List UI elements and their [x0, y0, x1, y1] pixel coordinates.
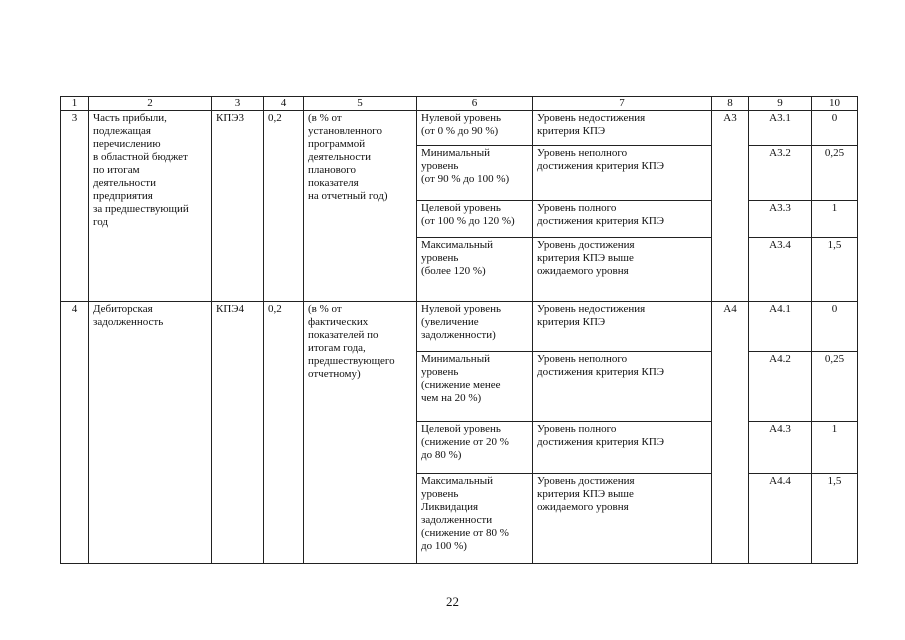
level-value: 1 — [812, 201, 858, 238]
level-description: Уровень достижения критерия КПЭ выше ожидаемого уровня — [533, 238, 712, 302]
level-description: Уровень недостижения критерия КПЭ — [533, 111, 712, 146]
level-code: А3.4 — [749, 238, 812, 302]
header-cell: 9 — [749, 97, 812, 111]
level-text: Максимальный уровень Ликвидация задолженности (снижение от 80 % до 100 %) — [417, 474, 533, 564]
level-text: Целевой уровень (снижение от 20 % до 80 %) — [417, 422, 533, 474]
level-description: Уровень достижения критерия КПЭ выше ожидаемого уровня — [533, 474, 712, 564]
kpe-name: Часть прибыли, подлежащая перечислению в областной бюджет по итогам деятельности предприятия за предшествующий год — [89, 111, 212, 302]
header-cell: 3 — [212, 97, 264, 111]
header-cell: 5 — [304, 97, 417, 111]
table-row — [61, 302, 858, 352]
level-code: А4.3 — [749, 422, 812, 474]
row-number: 4 — [61, 302, 89, 564]
row-number: 3 — [61, 111, 89, 302]
level-text: Нулевой уровень (от 0 % до 90 %) — [417, 111, 533, 146]
header-cell: 7 — [533, 97, 712, 111]
indicator-code: А4 — [712, 302, 749, 564]
header-cell: 2 — [89, 97, 212, 111]
level-code: А3.1 — [749, 111, 812, 146]
level-description: Уровень полного достижения критерия КПЭ — [533, 201, 712, 238]
level-text: Нулевой уровень (увеличение задолженности) — [417, 302, 533, 352]
level-code: А4.4 — [749, 474, 812, 564]
kpe-weight: 0,2 — [264, 302, 304, 564]
level-text: Целевой уровень (от 100 % до 120 %) — [417, 201, 533, 238]
level-description: Уровень неполного достижения критерия КПЭ — [533, 352, 712, 422]
indicator-code: А3 — [712, 111, 749, 302]
level-text: Максимальный уровень (более 120 %) — [417, 238, 533, 302]
level-code: А3.3 — [749, 201, 812, 238]
level-code: А4.1 — [749, 302, 812, 352]
kpe-unit: (в % от установленного программой деятельности планового показателя на отчетный год) — [304, 111, 417, 302]
level-value: 0,25 — [812, 352, 858, 422]
level-value: 1,5 — [812, 238, 858, 302]
page-number: 22 — [446, 594, 459, 609]
kpe-unit: (в % от фактических показателей по итогам года, предшествующего отчетному) — [304, 302, 417, 564]
level-description: Уровень недостижения критерия КПЭ — [533, 302, 712, 352]
kpe-table — [60, 96, 858, 564]
header-cell: 10 — [812, 97, 858, 111]
level-value: 1 — [812, 422, 858, 474]
level-value: 0 — [812, 111, 858, 146]
header-row — [61, 97, 858, 111]
header-cell: 6 — [417, 97, 533, 111]
level-text: Минимальный уровень (снижение менее чем на 20 %) — [417, 352, 533, 422]
header-cell: 1 — [61, 97, 89, 111]
kpe-weight: 0,2 — [264, 111, 304, 302]
level-text: Минимальный уровень (от 90 % до 100 %) — [417, 146, 533, 201]
header-cell: 4 — [264, 97, 304, 111]
kpe-code: КПЭ4 — [212, 302, 264, 564]
level-code: А3.2 — [749, 146, 812, 201]
level-code: А4.2 — [749, 352, 812, 422]
kpe-name: Дебиторская задолженность — [89, 302, 212, 564]
level-description: Уровень полного достижения критерия КПЭ — [533, 422, 712, 474]
table-row — [61, 111, 858, 146]
level-value: 0 — [812, 302, 858, 352]
header-cell: 8 — [712, 97, 749, 111]
level-description: Уровень неполного достижения критерия КПЭ — [533, 146, 712, 201]
level-value: 0,25 — [812, 146, 858, 201]
level-value: 1,5 — [812, 474, 858, 564]
kpe-code: КПЭ3 — [212, 111, 264, 302]
